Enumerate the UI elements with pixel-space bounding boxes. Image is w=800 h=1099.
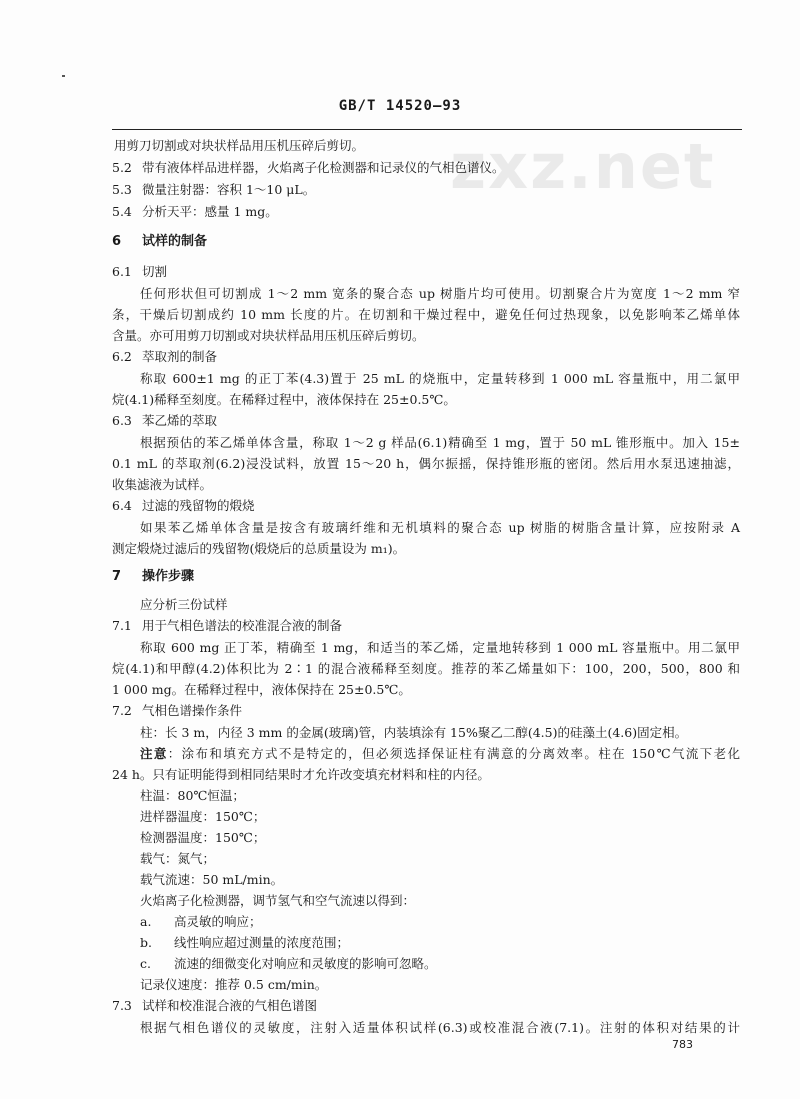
paragraph-line: 含量。亦可用剪刀切割或对块状样品用压机压碎后剪切。	[112, 328, 425, 343]
list-text: 流速的细微变化对响应和灵敏度的影响可忽略。	[174, 956, 437, 971]
paragraph-line: 柱：长 3 m，内径 3 mm 的金属(玻璃)管，内装填涂有 15%聚乙二醇(4.5)的硅藻土(4.6)固定相。	[140, 725, 688, 740]
clause-number: 6.2	[112, 349, 132, 364]
paragraph-line: 称取 600±1 mg 的正丁苯(4.3)置于 25 mL 的烧瓶中，定量转移到 1 000 mL 容量瓶中，用二氯甲	[140, 371, 740, 386]
paragraph-line: 收集滤液为试样。	[112, 477, 213, 492]
clause-number: 7.3	[112, 998, 132, 1013]
paragraph-line: 0.1 mL 的萃取剂(6.2)浸没试料，放置 15～20 h，偶尔振摇，保持锥形瓶的密闭。然后用水泵迅速抽滤，	[112, 456, 740, 471]
paragraph-line: 烷(4.1)稀释至刻度。在稀释过程中，液体保持在 25±0.5℃。	[112, 392, 456, 407]
condition-line: 柱温：80℃恒温；	[140, 788, 245, 803]
clause-7-2	[112, 702, 242, 720]
clause-text: 带有液体样品进样器，火焰离子化检测器和记录仪的气相色谱仪。	[142, 160, 505, 175]
clause-5-4	[112, 203, 278, 221]
clause-5-2	[112, 159, 505, 177]
list-item	[140, 913, 262, 931]
section-6-heading	[112, 233, 207, 251]
clause-number: 5.2	[112, 160, 132, 175]
paragraph-line: 1 000 mg。在稀释过程中，液体保持在 25±0.5℃。	[112, 682, 411, 697]
clause-number: 5.4	[112, 204, 132, 219]
clause-title: 切割	[142, 264, 168, 279]
clause-7-3	[112, 997, 317, 1015]
paragraph-line: 任何形状但可切割成 1～2 mm 宽条的聚合态 up 树脂片均可使用。切割聚合片为宽度 1～2 mm 窄	[140, 286, 740, 301]
note-line	[140, 745, 740, 763]
section-number: 6	[112, 234, 122, 249]
condition-line: 记录仪速度：推荐 0.5 cm/min。	[140, 977, 328, 992]
paragraph-line: 根据气相色谱仪的灵敏度，注射入适量体积试样(6.3)或校准混合液(7.1)。注射的体积对结果的计	[140, 1020, 740, 1035]
paragraph-line: 应分析三份试样	[140, 597, 228, 612]
list-item	[140, 934, 349, 952]
list-text: 线性响应超过测量的浓度范围；	[174, 935, 350, 950]
clause-5-3	[112, 181, 315, 199]
paragraph-line: 条，干燥后切割成约 10 mm 长度的片。在切割和干燥过程中，避免任何过热现象，以免影响苯乙烯单体	[112, 307, 740, 322]
clause-6-3	[112, 412, 217, 430]
page-number: 783	[672, 1038, 693, 1051]
list-marker: b.	[140, 935, 152, 950]
paragraph-line: 24 h。只有证明能得到相同结果时才允许改变填充材料和柱的内径。	[112, 767, 490, 782]
section-title: 试样的制备	[142, 234, 208, 249]
clause-title: 苯乙烯的萃取	[142, 413, 218, 428]
condition-line: 火焰离子化检测器，调节氢气和空气流速以得到：	[140, 893, 416, 908]
section-title: 操作步骤	[142, 569, 195, 584]
scan-speck	[62, 75, 65, 77]
clause-title: 萃取剂的制备	[142, 349, 218, 364]
clause-title: 用于气相色谱法的校准混合液的制备	[142, 618, 343, 633]
clause-number: 6.1	[112, 264, 132, 279]
condition-line: 载气：氮气；	[140, 851, 216, 866]
paragraph-line: 如果苯乙烯单体含量是按含有玻璃纤维和无机填料的聚合态 up 树脂的树脂含量计算，应按附录 A	[140, 520, 740, 535]
clause-6-4	[112, 497, 255, 515]
clause-text: 微量注射器：容积 1～10 μL。	[142, 182, 316, 197]
section-number: 7	[112, 569, 122, 584]
clause-title: 过滤的残留物的煅烧	[142, 498, 255, 513]
clause-6-1	[112, 263, 167, 281]
clause-number: 6.4	[112, 498, 132, 513]
clause-title: 气相色谱操作条件	[142, 703, 243, 718]
condition-line: 进样器温度：150℃；	[140, 809, 266, 824]
note-label: 注意	[140, 746, 168, 761]
note-text: ：涂布和填充方式不是特定的，但必须选择保证柱有满意的分离效率。柱在 150℃气流下老化	[167, 746, 740, 761]
list-marker: c.	[140, 956, 151, 971]
list-text: 高灵敏的响应；	[174, 914, 262, 929]
paragraph-line: 测定煅烧过滤后的残留物(煅烧后的总质量设为 m₁)。	[112, 541, 406, 556]
list-item	[140, 955, 437, 973]
paragraph-line: 根据预估的苯乙烯单体含量，称取 1～2 g 样品(6.1)精确至 1 mg，置于 50 mL 锥形瓶中。加入 15±	[140, 435, 740, 450]
clause-number: 6.3	[112, 413, 132, 428]
clause-number: 7.2	[112, 703, 132, 718]
clause-7-1	[112, 617, 342, 635]
paragraph-line: 称取 600 mg 正丁苯，精确至 1 mg，和适当的苯乙烯，定量地转移到 1 000 mL 容量瓶中。用二氯甲	[140, 640, 740, 655]
clause-text: 分析天平：感量 1 mg。	[142, 204, 278, 219]
paragraph-line: 烷(4.1)和甲醇(4.2)体积比为 2∶1 的混合液稀释至刻度。推荐的苯乙烯量如下：100，200，500，800 和	[112, 661, 740, 676]
clause-title: 试样和校准混合液的气相色谱图	[142, 998, 318, 1013]
section-7-heading	[112, 568, 194, 586]
watermark: zxz.net	[450, 130, 716, 203]
clause-number: 5.3	[112, 182, 132, 197]
clause-number: 7.1	[112, 618, 132, 633]
standard-code-header: GB/T 14520—93	[338, 98, 462, 114]
list-marker: a.	[140, 914, 152, 929]
text-line: 用剪刀切割或对块状样品用压机压碎后剪切。	[114, 138, 365, 153]
condition-line: 载气流速：50 mL/min。	[140, 872, 284, 887]
clause-6-2	[112, 348, 217, 366]
condition-line: 检测器温度：150℃；	[140, 830, 266, 845]
